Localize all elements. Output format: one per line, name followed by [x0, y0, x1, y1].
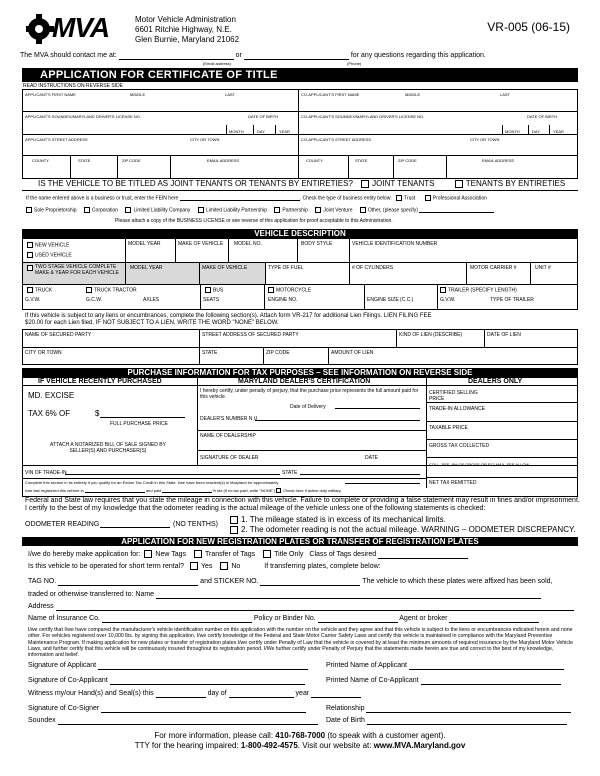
llc-checkbox[interactable]: [125, 207, 131, 213]
dealer-cert-header: MARYLAND DEALER'S CERTIFICATION: [238, 378, 371, 385]
tax-percent-label: TAX 6% OF: [28, 409, 71, 418]
no-tenths-label: (NO TENTHS): [173, 521, 218, 528]
active-duty-checkbox[interactable]: [276, 488, 281, 493]
dealer-signature-label: SIGNATURE OF DEALER: [200, 455, 259, 461]
lien-date-label: DATE OF LIEN: [487, 332, 521, 338]
witness-day-field[interactable]: [156, 690, 206, 698]
logo-text: MVA: [52, 12, 110, 43]
sole-proprietorship-label: Sole Proprietorship: [34, 207, 77, 214]
applicant-middle-label: MIDDLE: [130, 92, 146, 97]
title-only-label: Title Only: [274, 550, 304, 558]
plates-header: APPLICATION FOR NEW REGISTRATION PLATES OR TRANSFER OF REGISTRATION PLATES: [22, 537, 578, 546]
not-actual-mileage-label: 2. The odometer reading is not the actual mileage. WARNING – ODOMETER DISCREPANCY.: [241, 525, 576, 534]
tax-header: PURCHASE INFORMATION FOR TAX PURPOSES – SEE INFORMATION ON REVERSE SIDE: [22, 368, 578, 377]
residency-field[interactable]: [345, 479, 420, 484]
printed-applicant-field[interactable]: [409, 662, 564, 670]
vehicle-description-header: VEHICLE DESCRIPTION: [22, 229, 578, 238]
not-actual-mileage-checkbox[interactable]: [230, 526, 238, 534]
fuel-label: TYPE OF FUEL: [268, 265, 304, 271]
contact-phone-field[interactable]: [244, 52, 349, 60]
trade-state-label: STATE: [282, 470, 298, 476]
truck-tractor-label: TRUCK TRACTOR: [94, 287, 137, 294]
two-stage-checkbox[interactable]: [27, 265, 33, 271]
co-street-label: CO-APPLICANT'S STREET ADDRESS: [301, 137, 372, 142]
business-license-note: Please attach a copy of the BUSINESS LICENSE or see reverse of this application for proof acceptable to this Administration.: [115, 218, 393, 224]
odometer-option-2: [230, 525, 576, 534]
sig-co-field[interactable]: [110, 677, 305, 685]
partnership-label: Partnership: [282, 207, 308, 214]
agent-label: Agent or broker: [399, 615, 448, 622]
co-dob-label: DATE OF BIRTH: [527, 114, 558, 119]
tax-paid-field[interactable]: [162, 488, 212, 493]
day-of-label: day of: [207, 690, 227, 697]
instructions-note: READ INSTRUCTIONS ON REVERSE SIDE: [23, 83, 124, 89]
professional-association-label: Professional Association: [432, 195, 487, 202]
sig-applicant-label: Signature of Applicant: [28, 662, 97, 669]
short-term-text: Is this vehicle to be operated for short term rental?: [28, 562, 185, 570]
trust-label: Trust: [404, 195, 416, 202]
net-tax-label: NET TAX REMITTED: [429, 480, 477, 486]
dealership-name-label: NAME OF DEALERSHIP: [200, 433, 256, 439]
footer-web-text: . Visit our website at:: [297, 741, 372, 750]
other-business-checkbox[interactable]: [360, 207, 366, 213]
trade-state-field[interactable]: [300, 468, 420, 475]
motorcycle-checkbox[interactable]: [268, 287, 274, 293]
relationship-field[interactable]: [366, 705, 571, 713]
trade-in-label: TRADE-IN ALLOWANCE: [429, 406, 485, 412]
truck-tractor-checkbox[interactable]: [86, 287, 92, 293]
vin-label: VEHICLE IDENTIFICATION NUMBER: [352, 241, 438, 247]
two-stage-label: TWO STAGE VEHICLE COMPLETE MAKE & YEAR FOR EACH VEHICLE: [35, 264, 119, 276]
class-tags-field[interactable]: [378, 551, 468, 559]
witness-month-field[interactable]: [229, 690, 294, 698]
dealer-number-label: [200, 416, 257, 422]
policy-field[interactable]: [318, 615, 398, 623]
make-label: MAKE OF VEHICLE: [178, 241, 224, 247]
title-only-checkbox[interactable]: [263, 550, 271, 558]
fein-check-text: . Check the type of business entity below:: [299, 195, 392, 202]
excise-note-1: Complete this section in its entirety if you qualify for an Excise Tax Credit in this State. I/we have been resident(s) in Maryland for approximately: [25, 480, 279, 485]
transfer-tags-label: Transfer of Tags: [204, 550, 256, 558]
vin-trade-field[interactable]: [65, 468, 280, 475]
model-year-2-label: MODEL YEAR: [130, 265, 163, 271]
llp-checkbox[interactable]: [198, 207, 204, 213]
short-term-no-label: No: [231, 562, 241, 570]
two-stage-option: [27, 264, 122, 276]
excise-note-2c: % tax (if no tax paid, write "NONE"): [212, 488, 276, 493]
co-county-label: COUNTY: [306, 158, 323, 163]
phone-caption: (Phone): [347, 61, 362, 66]
dollar-sign: $: [95, 409, 100, 418]
gcw-label: G.C.W.: [86, 297, 103, 303]
certified-price-label: CERTIFIED SELLING PRICE: [429, 390, 478, 402]
axles-label: AXLES: [143, 297, 160, 303]
short-term-yes-checkbox[interactable]: [190, 562, 198, 570]
dob-day-label: DAY: [257, 129, 265, 134]
dob-sig-field[interactable]: [367, 717, 567, 725]
contact-email-field[interactable]: [119, 52, 234, 60]
footer-line-1: [0, 731, 600, 740]
delivery-label: Date of Delivery: [290, 404, 326, 410]
footer-call-text: For more information, please call:: [154, 731, 274, 740]
footer-phone: 410-768-7000: [275, 731, 326, 740]
contact-or: or: [235, 52, 242, 59]
witness-line: [28, 690, 361, 698]
year-label: year: [295, 690, 310, 697]
engine-no-label: ENGINE NO.: [268, 297, 298, 303]
agent-field[interactable]: [449, 615, 539, 623]
trailer-label: TRAILER (SPECIFY LENGTH): [448, 287, 517, 294]
delivery-date-field[interactable]: [335, 402, 420, 409]
bus-checkbox[interactable]: [205, 287, 211, 293]
new-tags-label: New Tags: [155, 550, 187, 558]
affixed-text: The vehicle to which these plates were affixed has been sold,: [362, 578, 553, 585]
short-term-no-checkbox[interactable]: [220, 562, 228, 570]
page-title: APPLICATION FOR CERTIFICATE OF TITLE: [40, 69, 278, 81]
trust-checkbox[interactable]: [396, 195, 402, 201]
soundex-sig-field[interactable]: [58, 717, 318, 725]
dealer-number-text: DEALER'S NUMBER: [200, 416, 248, 422]
full-price-label: FULL PURCHASE PRICE: [110, 421, 168, 427]
footer-call-suffix: (to speak with a customer agent).: [327, 731, 446, 740]
corporation-checkbox[interactable]: [84, 207, 90, 213]
sticker-no-label: and STICKER NO.: [200, 578, 259, 585]
state-label: STATE: [78, 158, 91, 163]
printed-co-label: Printed Name of Co-Applicant: [326, 677, 419, 684]
model-year-label: MODEL YEAR: [128, 241, 161, 247]
purchase-price-field[interactable]: [100, 410, 185, 418]
tag-line: [28, 578, 552, 586]
sig-co-line: [28, 677, 305, 685]
fein-field[interactable]: [180, 195, 300, 201]
soundex-label: APPLICANT'S SOUNDEX/MARYLAND DRIVER'S LICENSE NO.: [25, 114, 141, 119]
sig-co-label: Signature of Co-Applicant: [28, 677, 108, 684]
relationship-line: [326, 705, 571, 713]
form-number: VR-005 (06-15): [487, 20, 570, 34]
gross-tax-label: GROSS TAX COLLECTED: [429, 443, 490, 449]
collection-fee-label: COLL. FEE .8% OF GROSS OR $12 MAX. FEE ALLOW.: [429, 462, 531, 467]
co-soundex-label: CO-APPLICANT'S SOUNDEX/MARYLAND DRIVER'S LICENSE NO.: [301, 114, 425, 119]
dob-year-label: YEAR: [279, 129, 290, 134]
contact-line: [20, 52, 580, 60]
md-excise-label: MD. EXCISE: [28, 391, 75, 400]
footer-line-2: [0, 741, 600, 750]
footer-website-link[interactable]: www.MVA.Maryland.gov: [373, 741, 466, 750]
dealer-date-label: DATE: [365, 455, 378, 461]
co-dob-month-label: MONTH: [505, 129, 520, 134]
sticker-no-field[interactable]: [260, 578, 360, 586]
printed-co-line: [326, 677, 561, 685]
trailer-checkbox[interactable]: [440, 287, 446, 293]
trailer-type-label: TYPE OF TRAILER: [490, 297, 534, 303]
odometer-statement: Federal and State law requires that you state the mileage in connection with this vehicle. Failure to complete or providing a false statement may result in fines and/or imprisonment. I certify to the best of my knowledge that the odometer reading is the actual mileage of the vehicle unless one of the following statements is checked:: [25, 497, 580, 512]
excise-note-2d: Check here if active duty military.: [283, 488, 342, 493]
trailer-option: [440, 287, 517, 293]
excise-note-2: [25, 488, 342, 493]
motorcycle-option: [268, 287, 311, 293]
other-business-field[interactable]: [419, 207, 494, 213]
mva-logo: [26, 10, 136, 46]
model-no-label: MODEL NO.: [234, 241, 262, 247]
co-email-label: EMAIL ADDRESS: [482, 158, 515, 163]
co-dob-year-label: YEAR: [553, 129, 564, 134]
used-vehicle-label: USED VEHICLE: [35, 252, 72, 259]
lien-amount-label: AMOUNT OF LIEN: [331, 350, 374, 356]
sole-proprietorship-checkbox[interactable]: [26, 207, 32, 213]
tag-no-label: TAG NO.: [28, 578, 57, 585]
new-vehicle-label: NEW VEHICLE: [35, 242, 70, 249]
tenants-by-entireties-checkbox[interactable]: [455, 180, 463, 188]
apply-text: I/we do hereby make application for:: [28, 550, 141, 558]
professional-association-checkbox[interactable]: [425, 195, 431, 201]
used-vehicle-checkbox[interactable]: [27, 252, 33, 258]
agency-name: Motor Vehicle Administration: [135, 15, 236, 24]
fein-line: [26, 195, 487, 201]
body-style-label: BODY STYLE: [301, 241, 333, 247]
email-caption: (Email address): [203, 61, 232, 66]
zip-label: ZIP CODE: [122, 158, 141, 163]
printed-co-field[interactable]: [421, 677, 561, 685]
excise-note-2b: and paid: [145, 488, 162, 493]
co-dob-day-label: DAY: [532, 129, 540, 134]
dob-month-label: MONTH: [229, 129, 244, 134]
new-vehicle-checkbox[interactable]: [27, 242, 33, 248]
joint-venture-checkbox[interactable]: [315, 207, 321, 213]
sig-applicant-field[interactable]: [98, 662, 308, 670]
co-applicant-first-label: CO-APPLICANT'S FIRST NAME: [301, 92, 360, 97]
insurance-label: Name of Insurance Co.: [28, 615, 100, 622]
agency-address-1: 6601 Ritchie Highway, N.E.: [135, 25, 232, 34]
transferee-address-field[interactable]: [56, 603, 574, 611]
truck-tractor-option: [86, 287, 137, 293]
odometer-label: ODOMETER READING: [25, 521, 100, 528]
witness-label: Witness my/our Hand(s) and Seal(s) this: [28, 690, 154, 697]
lien-city-label: CITY OR TOWN: [25, 350, 62, 356]
bus-label: BUS: [213, 287, 224, 294]
co-applicant-middle-label: MIDDLE: [405, 92, 421, 97]
applicant-first-label: APPLICANT'S FIRST NAME: [25, 92, 76, 97]
truck-label: TRUCK: [35, 287, 53, 294]
soundex-line: [28, 717, 318, 725]
odometer-field[interactable]: [100, 518, 170, 528]
traded-text: traded or otherwise transferred to: Name: [28, 591, 155, 598]
new-vehicle-option: [27, 242, 69, 248]
lien-zip-label: ZIP CODE: [266, 350, 290, 356]
city-label: CITY OR TOWN: [190, 137, 220, 142]
sig-cosigner-line: [28, 705, 306, 713]
lien-kind-label: KIND OF LIEN (DESCRIBE): [399, 332, 463, 338]
applicant-last-label: LAST: [225, 92, 236, 97]
agency-address-2: Glen Burnie, Maryland 21062: [135, 35, 240, 44]
joint-tenants-label: JOINT TENANTS: [372, 179, 435, 188]
notarized-note: ATTACH A NOTARIZED BILL OF SALE SIGNED BY SELLER(S) AND PURCHASER(S): [50, 442, 166, 454]
gvw-2-label: G.V.W.: [440, 297, 456, 303]
engine-size-label: ENGINE SIZE (C.C.): [367, 297, 414, 303]
recently-purchased-header: IF VEHICLE RECENTLY PURCHASED: [38, 378, 162, 385]
co-applicant-last-label: LAST: [500, 92, 511, 97]
partnership-checkbox[interactable]: [274, 207, 280, 213]
bus-option: [205, 287, 223, 293]
n-u-text: N U: [248, 416, 258, 422]
joint-tenancy-question: [38, 179, 565, 188]
mechanical-limits-label: 1. The mileage stated is in excess of its mechanical limits.: [241, 515, 446, 524]
dob-sig-label: Date of Birth: [326, 717, 365, 724]
carrier-label: MOTOR CARRIER #: [470, 265, 517, 271]
class-tags-label: Class of Tags desired: [309, 550, 377, 558]
address-label: Address: [28, 603, 54, 610]
co-applicant-name-field[interactable]: [299, 98, 577, 110]
corporation-label: Corporation: [91, 207, 119, 214]
secured-party-label: NAME OF SECURED PARTY: [25, 332, 92, 338]
certification-text: I/we certify that I/we have compared the manufacturer's vehicle identification number on this application with the number on the vehicle and they agree and that this vehicle is subject to the liens or encumbrances indicated herein and none other. For vehicles registered over 10,000 lbs. by signing this application, I/we certify knowledge of the Federal and State Motor Carrier Safety Laws and certify this vehicle is maintained in compliance with the Maryland Preventive Maintenance Program. If making application for new plates or transfer of registration plates I/we certify under Penalty of Law that the vehicle is covered by at least the minimum amounts of required insurance by the Maryland Motor Vehicle Laws, and further certify that this vehicle will be continuously insured throughout its registration period. I/We further certify under Penalty of Perjury that the statements made herein are true and correct to the best of my knowledge, information and belief.: [28, 627, 573, 659]
tenants-by-entireties-label: TENANTS BY ENTIRETIES: [465, 179, 566, 188]
lien-note-1: If this vehicle is subject to any liens or encumbrances, complete the following section(s). Attach form VR-217 for additional Lien Filings. LIEN FILING FEE: [25, 313, 432, 319]
other-business-label: Other, (please specify): [367, 207, 418, 214]
transferee-name-field[interactable]: [156, 591, 541, 599]
short-term-line: [28, 562, 381, 571]
applicant-name-field[interactable]: [23, 98, 297, 110]
co-zip-label: ZIP CODE: [398, 158, 417, 163]
seats-label: SEATS: [203, 297, 220, 303]
dealer-number-field[interactable]: [255, 414, 420, 421]
soundex-sig-label: Soundex: [28, 717, 56, 724]
footer-tty: 1-800-492-4575: [240, 741, 298, 750]
mechanical-limits-checkbox[interactable]: [230, 516, 238, 524]
joint-tenants-checkbox[interactable]: [361, 180, 369, 188]
contact-suffix: for any questions regarding this application.: [350, 52, 486, 59]
county-label: COUNTY: [32, 158, 49, 163]
sig-cosigner-field[interactable]: [101, 705, 306, 713]
policy-label: Policy or Binder No.: [253, 615, 316, 622]
email-label: EMAIL ADDRESS: [207, 158, 240, 163]
transfer-tags-checkbox[interactable]: [194, 550, 202, 558]
footer-tty-text: TTY for the hearing impaired:: [134, 741, 239, 750]
sig-cosigner-label: Signature of Co-Signer: [28, 705, 100, 712]
business-types-line: [26, 207, 494, 213]
registered-in-field[interactable]: [85, 488, 145, 493]
dob-line: [326, 717, 567, 725]
taxable-price-label: TAXABLE PRICE: [429, 425, 468, 431]
llp-label: Limited Liability Partnership: [205, 207, 267, 214]
new-tags-checkbox[interactable]: [144, 550, 152, 558]
co-city-label: CITY OR TOWN: [470, 137, 500, 142]
cylinders-label: # OF CYLINDERS: [352, 265, 394, 271]
if-transfer-text: If transferring plates, complete below:: [264, 562, 381, 570]
odometer-option-1: [230, 515, 446, 524]
insurance-line: [28, 615, 539, 623]
address-line: [28, 603, 574, 611]
unit-label: UNIT #: [535, 265, 551, 271]
apply-line: [28, 550, 468, 559]
gvw-label: G.V.W.: [25, 297, 41, 303]
co-state-label: STATE: [355, 158, 368, 163]
contact-prefix: The MVA should contact me at:: [20, 52, 117, 59]
vin-trade-label: VIN OF TRADE-IN: [25, 470, 67, 476]
insurance-field[interactable]: [102, 615, 252, 623]
relationship-label: Relationship: [326, 705, 365, 712]
traded-line: [28, 591, 541, 599]
lien-state-label: STATE: [202, 350, 218, 356]
excise-note-2a: I/we last registered this vehicle in: [25, 488, 84, 493]
joint-venture-label: Joint Venture: [323, 207, 353, 214]
llc-label: Limited Liability Company: [133, 207, 191, 214]
dob-label: DATE OF BIRTH: [248, 114, 279, 119]
dealer-cert-text: I hereby certify, under penalty of perjury, that the purchase price represents the full amount paid for this vehicle.: [200, 388, 419, 400]
dealers-only-header: DEALERS ONLY: [468, 378, 523, 385]
truck-checkbox[interactable]: [27, 287, 33, 293]
joint-question-text: IS THE VEHICLE TO BE TITLED AS JOINT TENANTS OR TENANTS BY ENTIRETIES?: [38, 179, 353, 188]
short-term-yes-label: Yes: [200, 562, 213, 570]
witness-year-field[interactable]: [311, 690, 361, 698]
street-label: APPLICANT'S STREET ADDRESS: [25, 137, 88, 142]
secured-street-label: STREET ADDRESS OF SECURED PARTY: [202, 332, 299, 338]
tag-no-field[interactable]: [58, 578, 198, 586]
used-vehicle-option: [27, 252, 72, 258]
lien-note-2: $20.00 for each Lien filed. IF NOT SUBJECT TO A LIEN, WRITE THE WORD "NONE" BELOW.: [25, 320, 279, 326]
printed-applicant-label: Printed Name of Applicant: [326, 662, 407, 669]
printed-applicant-line: [326, 662, 564, 670]
fein-text: If the name entered above is a business or trust, enter the FEIN here: [26, 195, 179, 202]
truck-option: [27, 287, 52, 293]
sig-applicant-line: [28, 662, 308, 670]
make-2-label: MAKE OF VEHICLE: [202, 265, 248, 271]
motorcycle-label: MOTORCYCLE: [276, 287, 312, 294]
